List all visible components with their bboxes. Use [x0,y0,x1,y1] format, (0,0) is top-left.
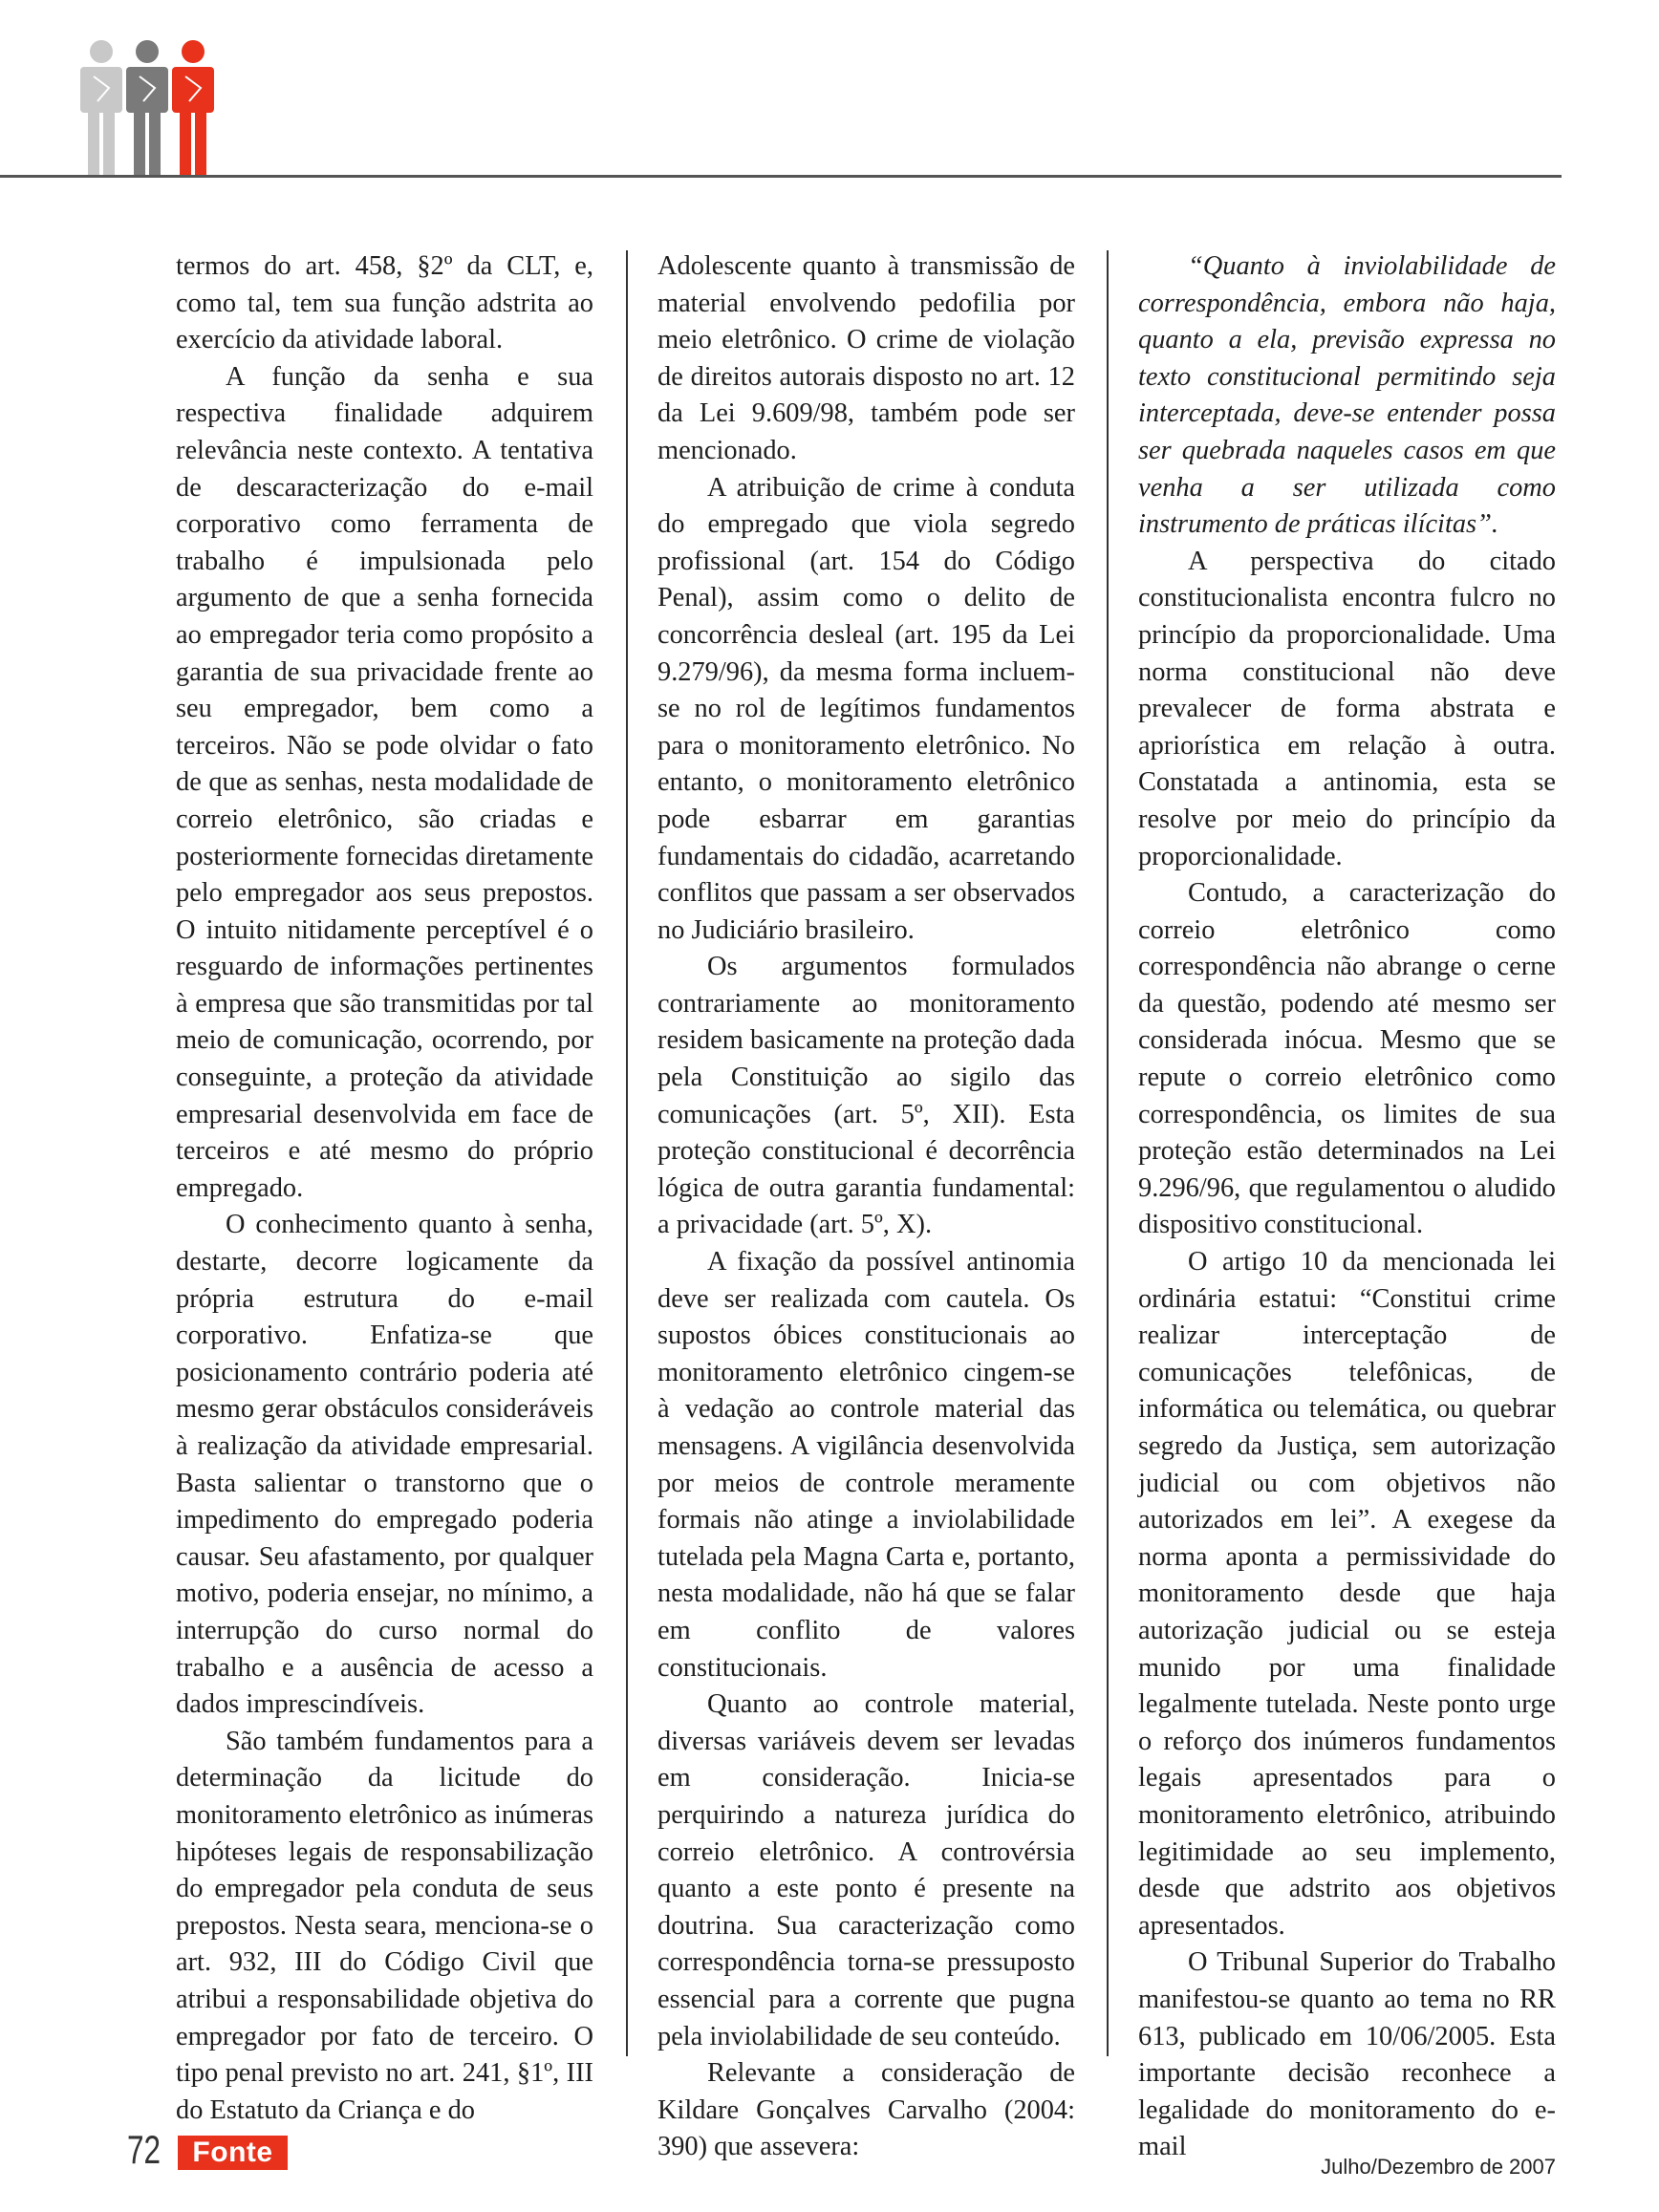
column-divider [1107,250,1109,2056]
paragraph: Adolescente quanto à transmissão de material envolvendo pedofilia por meio eletrônico. O crime de violação de direitos autorais disposto no art. 12 da Lei 9.609/98, também pode ser mencionado. [657,251,1075,465]
magazine-logo: Fonte [178,2136,288,2170]
article-column-1 [176,248,593,2129]
paragraph: termos do art. 458, §2º da CLT, e, como tal, tem sua função adstrita ao exercício da atividade laboral. [176,251,593,355]
paragraph: A perspectiva do citado constitucionalista encontra fulcro no princípio da proporcionalidade. Uma norma constitucional não deve prevalecer de forma abstrata e apriorística em relação à outra. Constatada a antinomia, esta se resolve por meio do princípio da proporcionalidade. [1138,546,1556,871]
paragraph: A atribuição de crime à conduta do empregado que viola segredo profissional (art. 154 do Código Penal), assim como o delito de concorrência desleal (art. 195 da Lei 9.279/96), da mesma forma incluem-se no rol de legítimos fundamentos para o monitoramento eletrônico. No entanto, o monitoramento eletrônico pode esbarrar em garantias fundamentais do cidadão, acarretando conflitos que passam a ser observados no Judiciário brasileiro. [657,472,1075,945]
page-number: 72 [127,2127,162,2172]
issue-date: Julho/Dezembro de 2007 [1321,2155,1556,2179]
people-group-icon [76,38,218,178]
paragraph: Os argumentos formulados contrariamente ao monitoramento residem basicamente na proteção dada pela Constituição ao sigilo das comunicações (art. 5º, XII). Esta proteção constitucional é decorrência lógica de outra garantia fundamental: a privacidade (art. 5º, X). [657,952,1075,1240]
paragraph: O Tribunal Superior do Trabalho manifestou-se quanto ao tema no RR 613, publicado em 10/06/2005. Esta importante decisão reconhece a legalidade do monitoramento do e-mail [1138,1947,1556,2162]
paragraph: A fixação da possível antinomia deve ser realizada com cautela. Os supostos óbices constitucionais ao monitoramento eletrônico cingem-se à vedação ao controle material das mensagens. A vigilância desenvolvida por meios de controle meramente formais não atinge a inviolabilidade tutelada pela Magna Carta e, portanto, nesta modalidade, não há que se falar em conflito de valores constitucionais. [657,1247,1075,1683]
header-rule [0,175,1562,178]
paragraph: Quanto ao controle material, diversas variáveis devem ser levadas em consideração. Inicia-se perquirindo a natureza jurídica do correio eletrônico. A controvérsia quanto a este ponto é presente na doutrina. Sua caracterização como correspondência torna-se pressuposto essencial para a corrente que pugna pela inviolabilidade de seu conteúdo. [657,1689,1075,2051]
paragraph: A função da senha e sua respectiva finalidade adquirem relevância neste contexto. A tentativa de descaracterização do e-mail corporativo como ferramenta de trabalho é impulsionada pelo argumento de que a senha fornecida ao empregador teria como propósito a garantia de sua privacidade frente ao seu empregador, bem como a terceiros. Não se pode olvidar o fato de que as senhas, nesta modalidade de correio eletrônico, são criadas e posteriormente fornecidas diretamente pelo empregador aos seus prepostos. O intuito nitidamente perceptível é o resguardo de informações pertinentes à empresa que são transmitidas por tal meio de comunicação, ocorrendo, por conseguinte, a proteção da atividade empresarial desenvolvida em face de terceiros e até mesmo do próprio empregado. [176,361,593,1203]
block-quote: “Quanto à inviolabilidade de correspondência, embora não haja, quanto a ela, previsão expressa no texto constitucional permitindo seja interceptada, deve-se entender possa ser quebrada naqueles casos em que venha a ser utilizada como instrumento de práticas ilícitas”. [1138,251,1556,540]
article-column-2 [657,248,1075,2166]
paragraph: São também fundamentos para a determinação da licitude do monitoramento eletrônico as inúmeras hipóteses legais de responsabilização do empregador pela conduta de seus prepostos. Nesta seara, menciona-se o art. 932, III do Código Civil que atribui a responsabilidade objetiva do empregador por fato de terceiro. O tipo penal previsto no art. 241, §1º, III do Estatuto da Criança e do [176,1726,593,2125]
paragraph: Relevante a consideração de Kildare Gonçalves Carvalho (2004: 390) que assevera: [657,2058,1075,2162]
paragraph: O conhecimento quanto à senha, destarte, decorre logicamente da própria estrutura do e-mail corporativo. Enfatiza-se que posicionamento contrário poderia até mesmo gerar obstáculos consideráveis à realização da atividade empresarial. Basta salientar o transtorno que o impedimento do empregado poderia causar. Seu afastamento, por qualquer motivo, poderia ensejar, no mínimo, a interrupção do curso normal do trabalho e a ausência de acesso a dados imprescindíveis. [176,1210,593,1720]
article-column-3 [1138,248,1556,2166]
column-divider [626,250,628,2056]
paragraph: O artigo 10 da mencionada lei ordinária estatui: “Constitui crime realizar interceptação de comunicações telefônicas, de informática ou telemática, ou quebrar segredo da Justiça, sem autorização judicial ou com objetivos não autorizados em lei”. A exegese da norma aponta a permissividade do monitoramento desde que haja autorização judicial ou se esteja munido por uma finalidade legalmente tutelada. Neste ponto urge o reforço dos inúmeros fundamentos legais apresentados para o monitoramento eletrônico, atribuindo legitimidade ao seu implemento, desde que adstrito aos objetivos apresentados. [1138,1247,1556,1941]
paragraph: Contudo, a caracterização do correio eletrônico como correspondência não abrange o cerne da questão, podendo até mesmo ser considerada inócua. Mesmo que se repute o correio eletrônico como correspondência, os limites de sua proteção estão determinados na Lei 9.296/96, que regulamentou o aludido dispositivo constitucional. [1138,878,1556,1240]
